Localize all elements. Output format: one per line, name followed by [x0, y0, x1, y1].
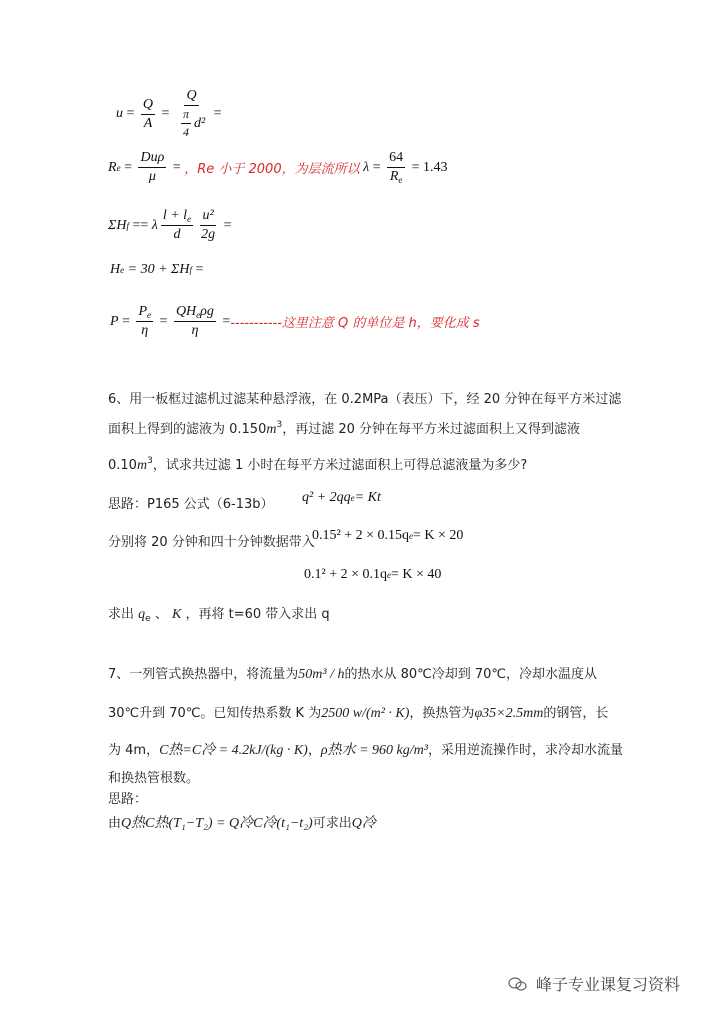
q6-idea: 思路：P165 公式（6-13b）: [108, 497, 274, 512]
formula-velocity: u = $\frac{Q}{A}$ = Q $\frac{\pi}{4}$ d² =: [116, 88, 222, 139]
formula-head-loss: ΣH f == λ $\frac{l + l_e}{d}$ $\frac{\text{u²}}{2g}$ =: [108, 208, 232, 242]
q6-solve-note: 求出 $q_e$ 、 K ，再将 t=60 带入求出 q: [108, 607, 330, 624]
formula-pump-head: H e = 30 + ΣH f =: [110, 262, 204, 277]
q6-line-1: 6、用一板框过滤机过滤某种悬浮液，在 0.2MPa（表压）下，经 20 分钟在每平方米过滤: [108, 392, 622, 407]
wechat-watermark: [508, 972, 680, 995]
q7-idea: 思路：: [108, 792, 148, 807]
q6-equation-40min: 0.1² + 2 × 0.1q e = K × 40: [304, 567, 442, 582]
formula-reynolds: R e = $\frac{\text{Duρ}}{\mu}$ = ，Re 小于 2000，为层流所以 λ = $\frac{64}{R_e}$ = 1.43: [108, 150, 448, 185]
q6-equation-main: q² + 2qq e = Kt: [302, 490, 381, 505]
q7-line-1: 7、一列管式换热器中，将流量为50m³ / h的热水从 80℃冷却到 70℃，冷却水温度从: [108, 667, 598, 682]
q7-line-4: 和换热管根数。: [108, 771, 200, 786]
q6-line-2: 面积上得到的滤液为 $0.150m^3$，再过滤 20 分钟在每平方米过滤面积上又得到滤液: [108, 420, 581, 437]
watermark-text: 峰子专业课复习资料: [536, 975, 681, 994]
q7-equation-note: 由Q热C热(T₁−T₂) = Q冷C冷(t₁−t₂)可求出Q冷: [108, 816, 376, 831]
q7-line-2: 30℃升到 70℃。已知传热系数 K 为2500 w/(m² · K)，换热管为φ35×2.5mm的钢管，长: [108, 706, 609, 721]
q6-substitute-note: 分别将 20 分钟和四十分钟数据带入: [108, 535, 315, 550]
q7-line-3: 为 4m，C热=C冷 = 4.2kJ/(kg · K)，ρ热水 = 960 kg/m³，采用逆流操作时，求冷却水流量: [108, 743, 623, 758]
q6-line-3: $0.10m^3$，试求共过滤 1 小时在每平方米过滤面积上可得总滤液量为多少?: [108, 456, 528, 473]
wechat-icon: [508, 976, 528, 992]
formula-power: P = $\frac{P_e}{\eta}$ = $\frac{QH_e\rho g}{\eta}$ = -----------这里注意 Q 的单位是 h，要化成 s: [110, 304, 480, 338]
q6-equation-20min: 0.15² + 2 × 0.15q e = K × 20: [312, 528, 464, 543]
